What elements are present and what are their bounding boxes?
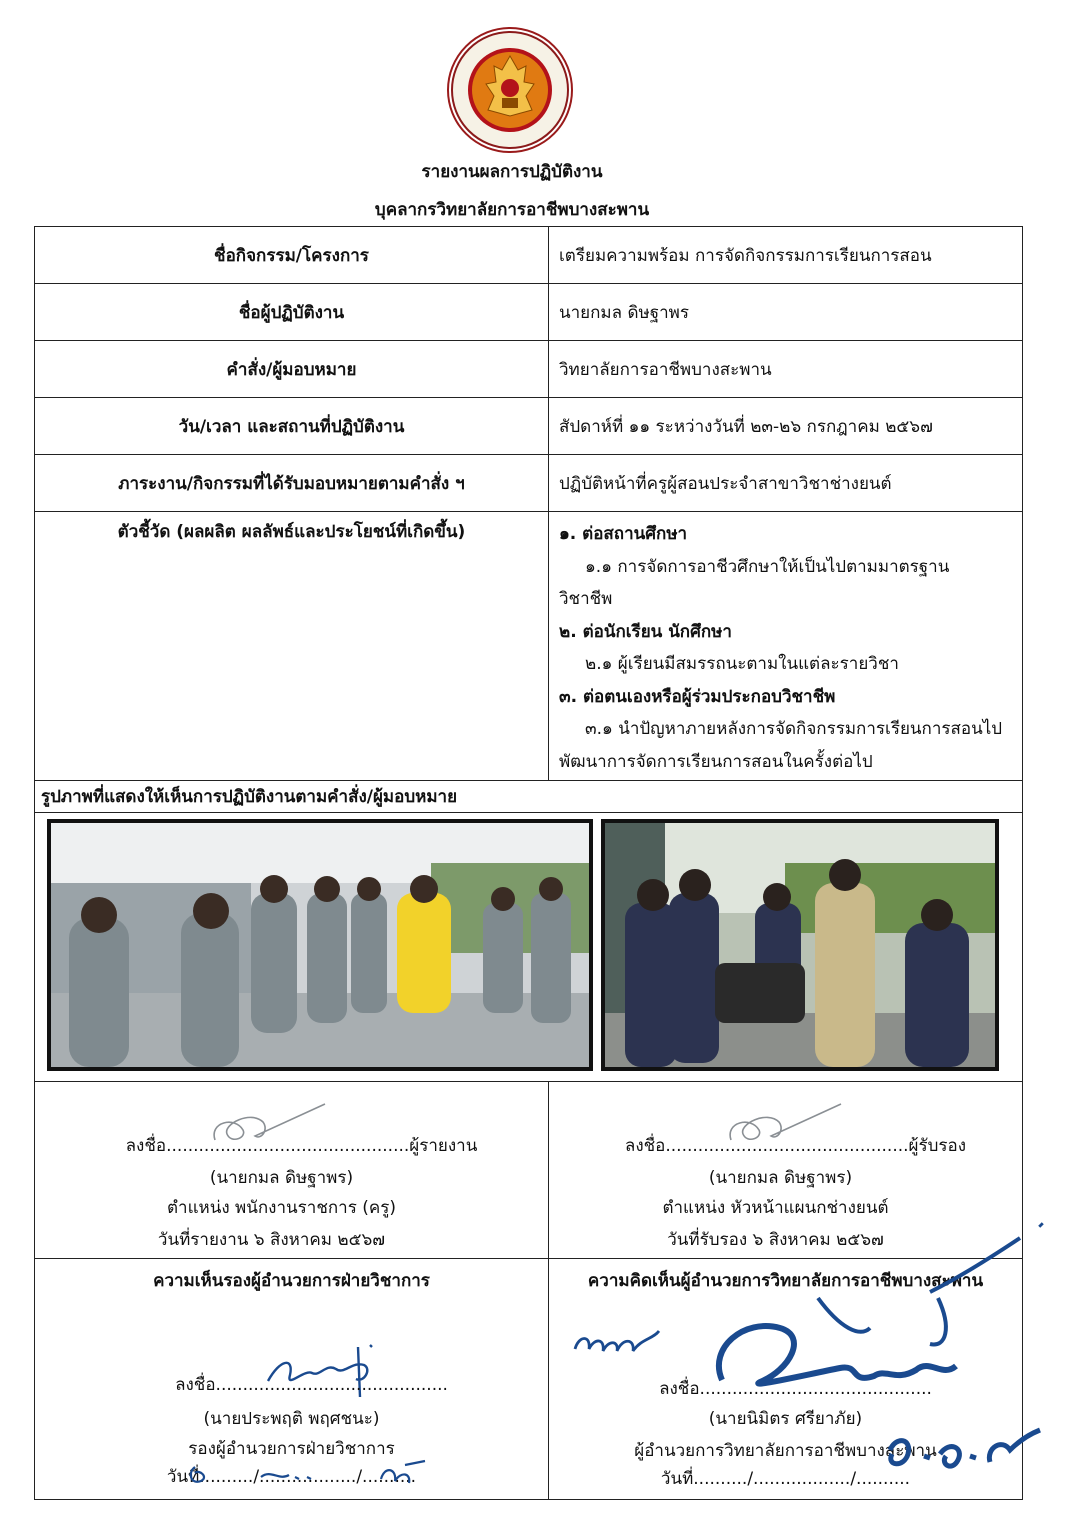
reporter-sign-line: ลงชื่อ.............................................ผู้รายงาน bbox=[125, 1136, 478, 1156]
director-position: ผู้อำนวยการวิทยาลัยการอาชีพบางสะพาน bbox=[634, 1441, 937, 1461]
reporter-position: ตำแหน่ง พนักงานราชการ (ครู) bbox=[166, 1198, 397, 1218]
indicator-heading-3: ๓. ต่อตนเองหรือผู้ร่วมประกอบวิชาชีพ bbox=[559, 686, 836, 707]
photos-label: รูปภาพที่แสดงให้เห็นการปฏิบัติงานตามคำสั่ง/ผู้มอบหมาย bbox=[35, 781, 1023, 813]
reporter-name: (นายกมล ดิษฐาพร) bbox=[209, 1168, 354, 1188]
row-label: ชื่อผู้ปฏิบัติงาน bbox=[35, 284, 549, 341]
row-value: วิทยาลัยการอาชีพบางสะพาน bbox=[549, 341, 1023, 398]
director-date: วันที่........../................../.......... bbox=[660, 1469, 911, 1489]
table-row bbox=[35, 398, 1023, 455]
deputy-name: (นายประพฤติ พฤศชนะ) bbox=[203, 1409, 380, 1429]
approver-date: วันที่รับรอง ๖ สิงหาคม ๒๕๖๗ bbox=[667, 1230, 884, 1250]
opinion-row bbox=[35, 1259, 1023, 1500]
indicators-label: ตัวชี้วัด (ผลผลิต ผลลัพธ์และประโยชน์ที่เกิดขึ้น) bbox=[35, 512, 549, 781]
photos-row bbox=[35, 813, 1023, 1082]
row-label: ชื่อกิจกรรม/โครงการ bbox=[35, 227, 549, 284]
row-label: วัน/เวลา และสถานที่ปฏิบัติงาน bbox=[35, 398, 549, 455]
deputy-sign-line: ลงชื่อ........................................... bbox=[175, 1375, 448, 1395]
indicators-row bbox=[35, 512, 1023, 781]
deputy-position: รองผู้อำนวยการฝ่ายวิชาการ bbox=[188, 1439, 395, 1459]
activity-photo-2 bbox=[601, 819, 999, 1071]
indicators-list bbox=[549, 512, 1023, 781]
indicator-heading-2: ๒. ต่อนักเรียน นักศึกษา bbox=[559, 621, 732, 642]
activity-photo-1 bbox=[47, 819, 593, 1071]
deputy-opinion-title: ความเห็นรองผู้อำนวยการฝ่ายวิชาการ bbox=[153, 1271, 430, 1291]
report-table bbox=[34, 226, 1023, 1500]
reporter-date: วันที่รายงาน ๖ สิงหาคม ๒๕๖๗ bbox=[157, 1230, 386, 1250]
report-title: รายงานผลการปฏิบัติงาน bbox=[421, 162, 603, 182]
row-value: เตรียมความพร้อม การจัดกิจกรรมการเรียนการสอน bbox=[549, 227, 1023, 284]
table-row bbox=[35, 341, 1023, 398]
deputy-date: วันที่........../................../.......... bbox=[166, 1467, 417, 1487]
approver-signature-cell bbox=[549, 1082, 1023, 1259]
indicator-item-1-1: ๑.๑ การจัดการอาชีวศึกษาให้เป็นไปตามมาตรฐาน bbox=[585, 556, 950, 577]
indicator-item-2-1: ๒.๑ ผู้เรียนมีสมรรถนะตามในแต่ละรายวิชา bbox=[585, 654, 899, 674]
table-row bbox=[35, 455, 1023, 512]
indicator-heading-1: ๑. ต่อสถานศึกษา bbox=[559, 524, 688, 544]
approver-position: ตำแหน่ง หัวหน้าแผนกช่างยนต์ bbox=[662, 1198, 889, 1218]
director-opinion-cell bbox=[549, 1259, 1023, 1500]
row-value: ปฏิบัติหน้าที่ครูผู้สอนประจำสาขาวิชาช่างยนต์ bbox=[549, 455, 1023, 512]
row-value: สัปดาห์ที่ ๑๑ ระหว่างวันที่ ๒๓-๒๖ กรกฎาคม ๒๕๖๗ bbox=[549, 398, 1023, 455]
signature-row bbox=[35, 1082, 1023, 1259]
row-label: คำสั่ง/ผู้มอบหมาย bbox=[35, 341, 549, 398]
photos-header-row bbox=[35, 781, 1023, 813]
director-opinion-title: ความคิดเห็นผู้อำนวยการวิทยาลัยการอาชีพบางสะพาน bbox=[587, 1271, 984, 1291]
deputy-opinion-cell bbox=[35, 1259, 549, 1500]
indicator-item-3-1-cont: พัฒนาการจัดการเรียนการสอนในครั้งต่อไป bbox=[559, 751, 873, 772]
indicator-item-3-1: ๓.๑ นำปัญหาภายหลังการจัดกิจกรรมการเรียนการสอนไป bbox=[585, 719, 1003, 739]
indicator-item-1-1-cont: วิชาชีพ bbox=[559, 589, 613, 609]
director-name: (นายนิมิตร ศรียาภัย) bbox=[708, 1409, 863, 1429]
table-row bbox=[35, 284, 1023, 341]
approver-name: (นายกมล ดิษฐาพร) bbox=[708, 1168, 853, 1188]
director-remark-handwriting bbox=[569, 1321, 669, 1361]
report-subtitle: บุคลากรวิทยาลัยการอาชีพบางสะพาน bbox=[374, 200, 650, 220]
approver-sign-line: ลงชื่อ.............................................ผู้รับรอง bbox=[624, 1136, 967, 1156]
table-row bbox=[35, 227, 1023, 284]
college-logo bbox=[446, 26, 574, 154]
reporter-signature-cell bbox=[35, 1082, 549, 1259]
row-value: นายกมล ดิษฐาพร bbox=[549, 284, 1023, 341]
director-sign-line: ลงชื่อ........................................... bbox=[659, 1379, 932, 1399]
row-label: ภาระงาน/กิจกรรมที่ได้รับมอบหมายตามคำสั่ง ฯ bbox=[35, 455, 549, 512]
photos-cell bbox=[35, 813, 1023, 1082]
